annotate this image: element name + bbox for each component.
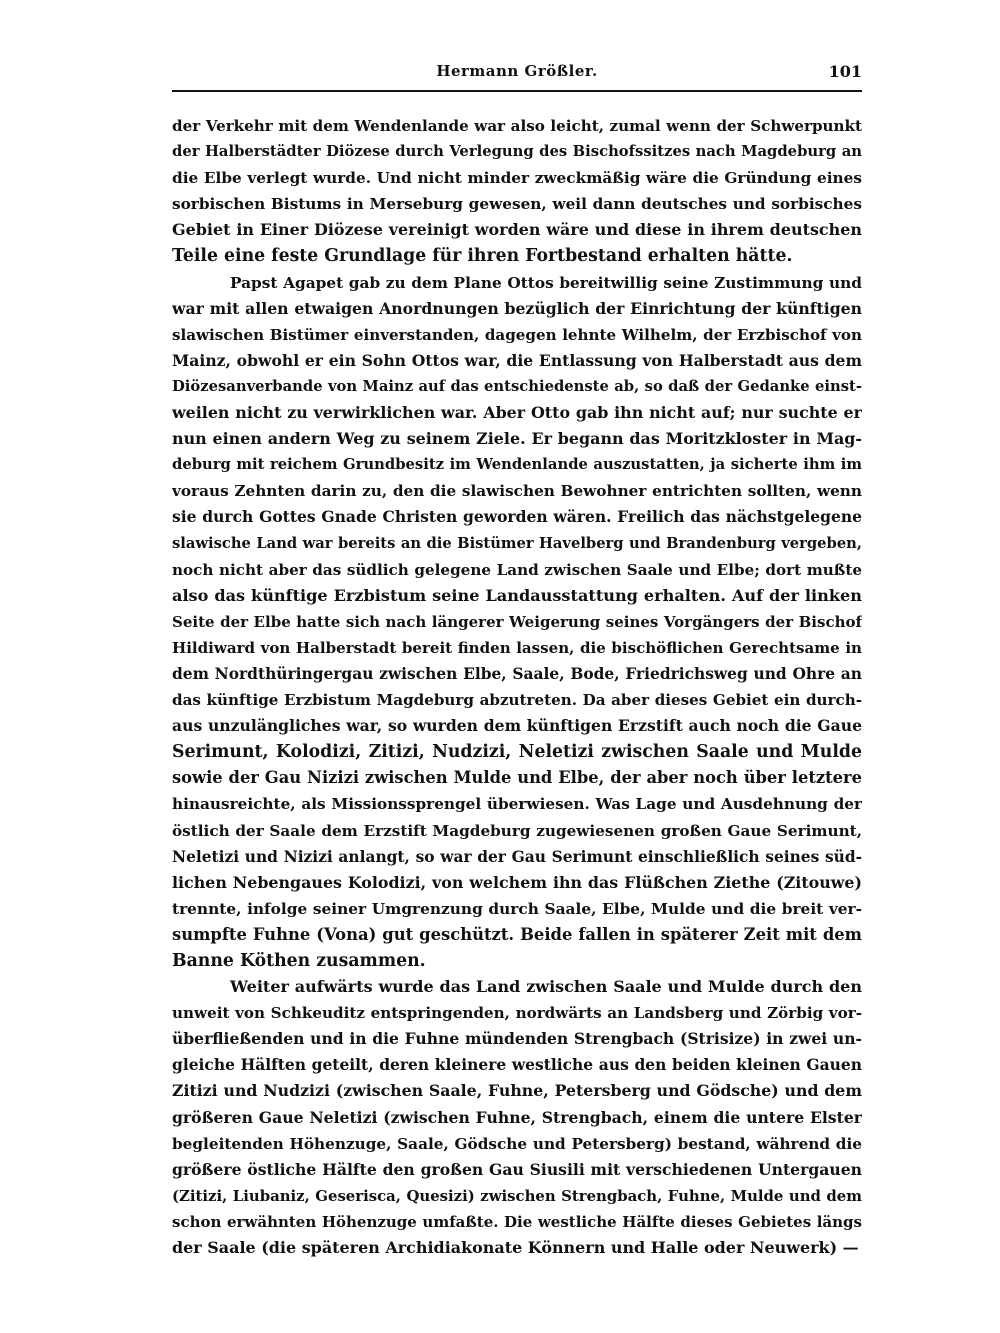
header-rule — [172, 90, 862, 92]
text-line: Weiter aufwärts wurde das Land zwischen Saale und Mulde durch den — [230, 977, 862, 997]
text-line: östlich der Saale dem Erzstift Magdeburg zugewiesenen großen Gaue Serimunt, — [172, 821, 862, 840]
text-line: begleitenden Höhenzuge, Saale, Gödsche und Petersberg) bestand, während die — [172, 1134, 862, 1153]
paragraph-3 — [172, 974, 862, 1261]
page-number: 101 — [828, 62, 862, 81]
text-line: schon erwähnten Höhenzuge umfaßte. Die westliche Hälfte dieses Gebietes längs — [172, 1212, 862, 1231]
text-line: überfließenden und in die Fuhne mündenden Strengbach (Strisize) in zwei un- — [172, 1029, 862, 1049]
text-line: das künftige Erzbistum Magdeburg abzutreten. Da aber dieses Gebiet ein durch- — [172, 691, 862, 710]
text-line: hinausreichte, als Missionssprengel überwiesen. Was Lage und Ausdehnung der — [172, 795, 862, 814]
text-line: slawische Land war bereits an die Bistümer Havelberg und Brandenburg vergeben, — [172, 534, 862, 552]
text-line: Hildiward von Halberstadt bereit finden lassen, die bischöflichen Gerechtsame in — [172, 638, 862, 657]
text-line: größeren Gaue Neletizi (zwischen Fuhne, Strengbach, einem die untere Elster — [172, 1107, 862, 1127]
text-line: sowie der Gau Nizizi zwischen Mulde und Elbe, der aber noch über letztere — [172, 768, 862, 788]
running-head — [172, 62, 862, 88]
text-line: Diözesanverbande von Mainz auf das entschiedenste ab, so daß der Gedanke einst- — [172, 377, 862, 395]
text-line: gleiche Hälften geteilt, deren kleinere westliche aus den beiden kleinen Gauen — [172, 1055, 862, 1075]
text-line: der Saale (die späteren Archidiakonate Könnern und Halle oder Neuwerk) — — [172, 1238, 859, 1258]
text-line: der Halberstädter Diözese durch Verlegung des Bischofssitzes nach Magdeburg an — [172, 143, 862, 161]
text-line: slawischen Bistümer einverstanden, dagegen lehnte Wilhelm, der Erzbischof von — [172, 325, 862, 344]
text-line: sorbischen Bistums in Merseburg gewesen, weil dann deutsches und sorbisches — [172, 195, 862, 214]
text-line: (Zitizi, Liubaniz, Geserisca, Quesizi) zwischen Strengbach, Fuhne, Mulde und dem — [172, 1186, 862, 1205]
text-line: unweit von Schkeuditz entspringenden, nordwärts an Landsberg und Zörbig vor- — [172, 1004, 862, 1023]
text-line: lichen Nebengaues Kolodizi, von welchem ihn das Flüßchen Ziethe (Zitouwe) — [172, 872, 862, 892]
text-line: Banne Köthen zusammen. — [172, 951, 426, 971]
text-line: Zitizi und Nudzizi (zwischen Saale, Fuhne, Petersberg und Gödsche) und dem — [172, 1081, 862, 1101]
paragraph-2 — [172, 270, 862, 975]
text-line: sumpfte Fuhne (Vona) gut geschützt. Beide fallen in späterer Zeit mit dem — [172, 924, 862, 944]
running-head-author: Hermann Größler. — [436, 62, 598, 80]
text-line: deburg mit reichem Grundbesitz im Wendenlande auszustatten, ja sicherte ihm im — [172, 456, 862, 474]
text-line: sie durch Gottes Gnade Christen geworden wären. Freilich das nächstgelegene — [172, 507, 862, 527]
text-line: Teile eine feste Grundlage für ihren Fortbestand erhalten hätte. — [172, 246, 793, 267]
text-line: trennte, infolge seiner Umgrenzung durch Saale, Elbe, Mulde und die breit ver- — [172, 899, 862, 918]
body-text — [172, 113, 862, 1261]
text-line: Gebiet in Einer Diözese vereinigt worden wäre und diese in ihrem deutschen — [172, 220, 862, 240]
text-line: dem Nordthüringergau zwischen Elbe, Saale, Bode, Friedrichsweg und Ohre an — [172, 664, 862, 683]
text-line: aus unzulängliches war, so wurden dem künftigen Erzstift auch noch die Gaue — [172, 716, 862, 736]
text-line: weilen nicht zu verwirklichen war. Aber Otto gab ihn nicht auf; nur suchte er — [172, 403, 862, 423]
text-line: voraus Zehnten darin zu, den die slawischen Bewohner entrichten sollten, wenn — [172, 482, 862, 501]
text-line: der Verkehr mit dem Wendenlande war also leicht, zumal wenn der Schwerpunkt — [172, 117, 862, 135]
text-line: war mit allen etwaigen Anordnungen bezüglich der Einrichtung der künftigen — [172, 298, 862, 318]
text-line: Neletizi und Nizizi anlangt, so war der Gau Serimunt einschließlich seines süd- — [172, 847, 862, 866]
text-line: noch nicht aber das südlich gelegene Land zwischen Saale und Elbe; dort mußte — [172, 560, 862, 579]
text-line: Papst Agapet gab zu dem Plane Ottos bereitwillig seine Zustimmung und — [230, 273, 862, 292]
text-line: größere östliche Hälfte den großen Gau Siusili mit verschiedenen Untergauen — [172, 1159, 862, 1179]
text-line: die Elbe verlegt wurde. Und nicht minder zweckmäßig wäre die Gründung eines — [172, 169, 862, 188]
text-line: Serimunt, Kolodizi, Zitizi, Nudzizi, Neletizi zwischen Saale und Mulde — [172, 742, 862, 763]
text-line: Mainz, obwohl er ein Sohn Ottos war, die Entlassung von Halberstadt aus dem — [172, 350, 862, 370]
text-line: nun einen andern Weg zu seinem Ziele. Er begann das Moritzkloster in Mag- — [172, 429, 862, 449]
text-line: Seite der Elbe hatte sich nach längerer Weigerung seines Vorgängers der Bischof — [172, 612, 862, 631]
paragraph-1 — [172, 113, 862, 270]
text-line: also das künftige Erzbistum seine Landausstattung erhalten. Auf der linken — [172, 585, 862, 605]
